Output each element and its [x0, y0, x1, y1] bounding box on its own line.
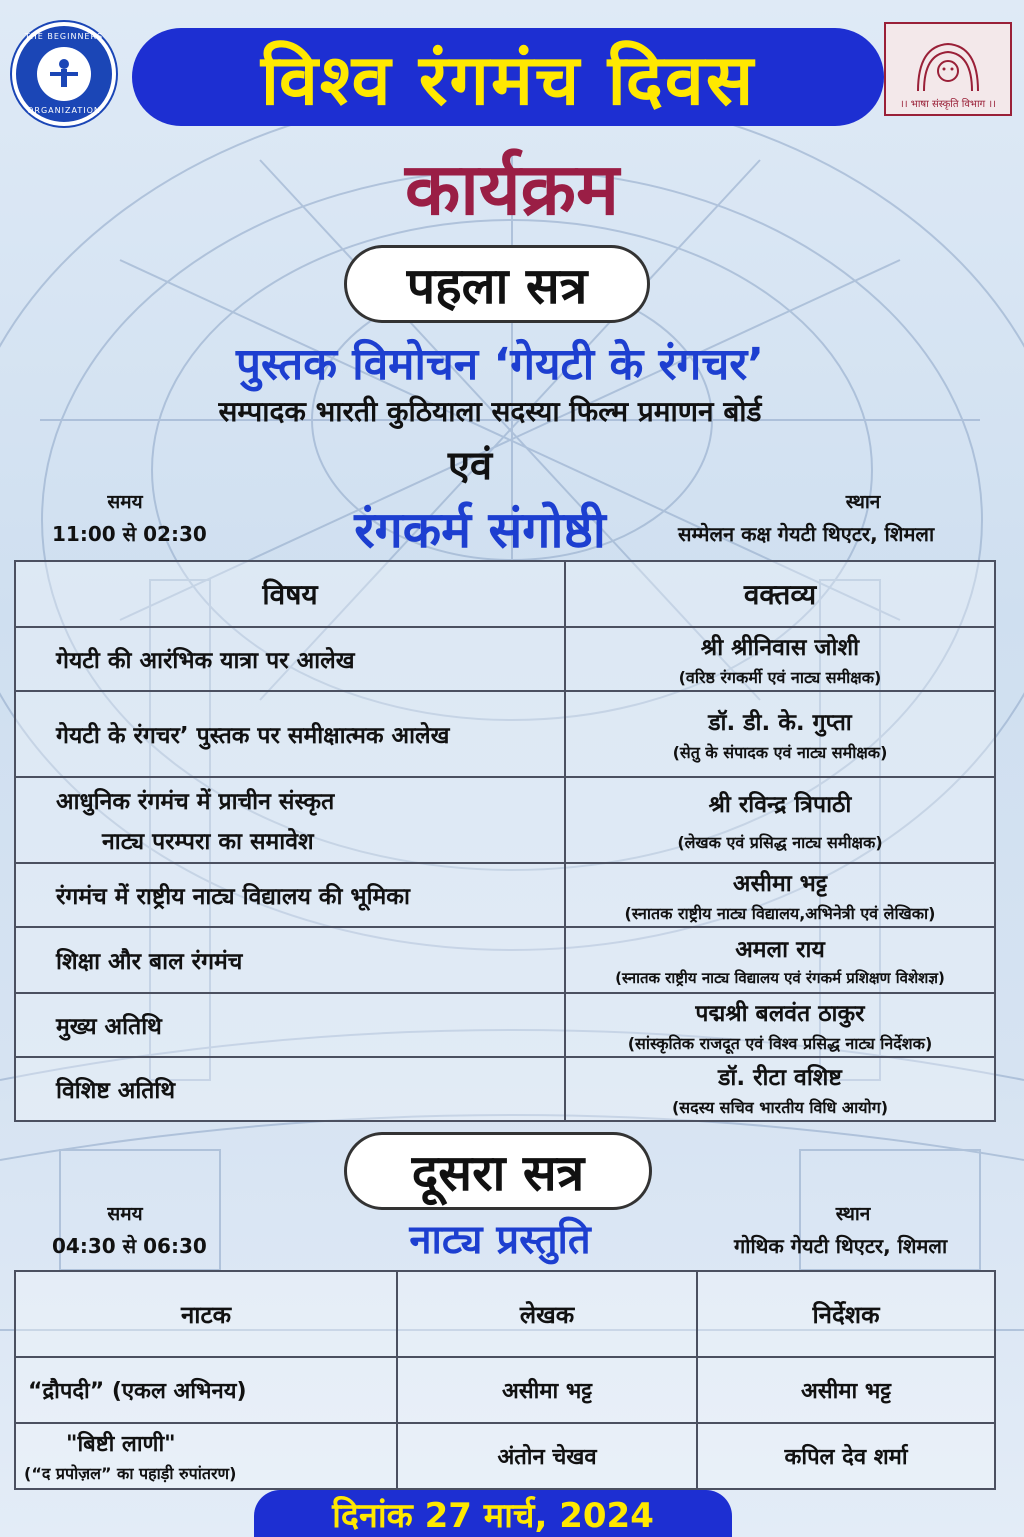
- writer-cell: अंतोन चेखव: [397, 1423, 697, 1489]
- play-title: "बिष्टी लाणी": [66, 1432, 176, 1457]
- session-1-venue: सम्मेलन कक्ष गेयटी थिएटर, शिमला: [678, 522, 935, 546]
- play-header: नाटक: [15, 1271, 397, 1357]
- speaker-name: पद्मश्री बलवंत ठाकुर: [695, 1001, 865, 1027]
- speaker-description: (स्नातक राष्ट्रीय नाट्य विद्यालय एवं रंगकर्म प्रशिक्षण विशेशज्ञ): [615, 969, 945, 987]
- session-2-venue-label: स्थान: [835, 1203, 871, 1225]
- topic-cell: शिक्षा और बाल रंगमंच: [15, 927, 565, 993]
- topic-line-1: आधुनिक रंगमंच में प्राचीन संस्कृत: [56, 789, 335, 815]
- drama-table-header: [15, 1271, 995, 1357]
- topic-cell: [15, 777, 565, 863]
- speaker-header: वक्तव्य: [565, 561, 995, 627]
- table-row: [15, 927, 995, 993]
- speaker-name: असीमा भट्ट: [732, 871, 828, 897]
- table-row: [15, 993, 995, 1057]
- session-1-time: 11:00 से 02:30: [52, 522, 207, 546]
- table-row: [15, 777, 995, 863]
- speaker-cell: [565, 863, 995, 927]
- seminar-heading: रंगकर्म संगोष्ठी: [354, 501, 606, 559]
- deity-face-icon: [908, 36, 988, 96]
- session-2-label: दूसरा सत्र: [344, 1132, 652, 1210]
- seminar-table: [14, 560, 996, 1122]
- seminar-table-header: [15, 561, 995, 627]
- bhasha-sanskriti-vibhag-logo-icon: [884, 22, 1012, 116]
- session-2-time: 04:30 से 06:30: [52, 1234, 207, 1258]
- speaker-description: (सांस्कृतिक राजदूत एवं विश्व प्रसिद्ध नाट्य निर्देशक): [627, 1034, 933, 1053]
- speaker-cell: [565, 691, 995, 777]
- and-text: एवं: [447, 443, 493, 489]
- topic-header: विषय: [15, 561, 565, 627]
- logo-figure-icon: [37, 47, 91, 101]
- logo-text-top: THE BEGINNERS: [24, 32, 104, 41]
- speaker-name: डॉ. डी. के. गुप्ता: [708, 710, 852, 736]
- program-title: कार्यक्रम: [404, 147, 620, 231]
- writer-cell: असीमा भट्ट: [397, 1357, 697, 1423]
- table-row: [15, 1423, 995, 1489]
- topic-line-2: नाट्य परम्परा का समावेश: [102, 829, 314, 855]
- speaker-name: श्री श्रीनिवास जोशी: [700, 635, 860, 661]
- logo-caption: ।। भाषा संस्कृति विभाग ।।: [900, 99, 996, 110]
- director-cell: असीमा भट्ट: [697, 1357, 995, 1423]
- play-cell: “द्रौपदी” (एकल अभिनय): [15, 1357, 397, 1423]
- topic-cell: मुख्य अतिथि: [15, 993, 565, 1057]
- speaker-name: अमला राय: [735, 937, 825, 963]
- speaker-cell: [565, 777, 995, 863]
- editor-line: सम्पादक भारती कुठियाला सदस्या फिल्म प्रमाणन बोर्ड: [218, 395, 762, 428]
- speaker-cell: [565, 627, 995, 691]
- topic-cell: गेयटी की आरंभिक यात्रा पर आलेख: [15, 627, 565, 691]
- topic-cell: गेयटी के रंगचर’ पुस्तक पर समीक्षात्मक आलेख: [15, 691, 565, 777]
- director-header: निर्देशक: [697, 1271, 995, 1357]
- table-row: [15, 863, 995, 927]
- topic-cell: विशिष्ट अतिथि: [15, 1057, 565, 1121]
- speaker-description: (स्नातक राष्ट्रीय नाट्य विद्यालय,अभिनेत्री एवं लेखिका): [624, 904, 936, 923]
- speaker-description: (सेतु के संपादक एवं नाट्य समीक्षक): [672, 743, 888, 762]
- table-row: [15, 691, 995, 777]
- book-launch-heading: पुस्तक विमोचन ‘गेयटी के रंगचर’: [236, 339, 764, 390]
- table-row: [15, 1057, 995, 1121]
- speaker-cell: [565, 1057, 995, 1121]
- speaker-description: (लेखक एवं प्रसिद्ध नाट्य समीक्षक): [677, 833, 883, 852]
- logo-text-bottom: ORGANIZATION: [27, 106, 101, 115]
- speaker-cell: [565, 993, 995, 1057]
- session-2-venue: गोथिक गेयटी थिएटर, शिमला: [734, 1234, 948, 1258]
- session-2-time-label: समय: [107, 1203, 143, 1225]
- event-title: विश्व रंगमंच दिवस: [132, 28, 884, 126]
- topic-cell: रंगमंच में राष्ट्रीय नाट्य विद्यालय की भूमिका: [15, 863, 565, 927]
- session-1-venue-label: स्थान: [845, 491, 881, 513]
- speaker-cell: [565, 927, 995, 993]
- beginners-organisation-logo-icon: [12, 22, 116, 126]
- director-cell: कपिल देव शर्मा: [697, 1423, 995, 1489]
- speaker-description: (वरिष्ठ रंगकर्मी एवं नाट्य समीक्षक): [678, 668, 882, 687]
- speaker-name: डॉ. रीटा वशिष्ट: [718, 1065, 842, 1091]
- drama-heading: नाट्य प्रस्तुति: [409, 1217, 591, 1263]
- session-1-time-label: समय: [107, 491, 143, 513]
- event-date: दिनांक 27 मार्च, 2024: [254, 1490, 732, 1537]
- drama-table: [14, 1270, 996, 1490]
- speaker-name: श्री रविन्द्र त्रिपाठी: [708, 792, 852, 818]
- table-row: [15, 1357, 995, 1423]
- play-cell: [15, 1423, 397, 1489]
- writer-header: लेखक: [397, 1271, 697, 1357]
- speaker-description: (सदस्य सचिव भारतीय विधि आयोग): [671, 1098, 889, 1117]
- table-row: [15, 627, 995, 691]
- session-1-label: पहला सत्र: [344, 245, 650, 323]
- play-note: (“द प्रपोज़ल” का पहाड़ी रुपांतरण): [24, 1464, 237, 1483]
